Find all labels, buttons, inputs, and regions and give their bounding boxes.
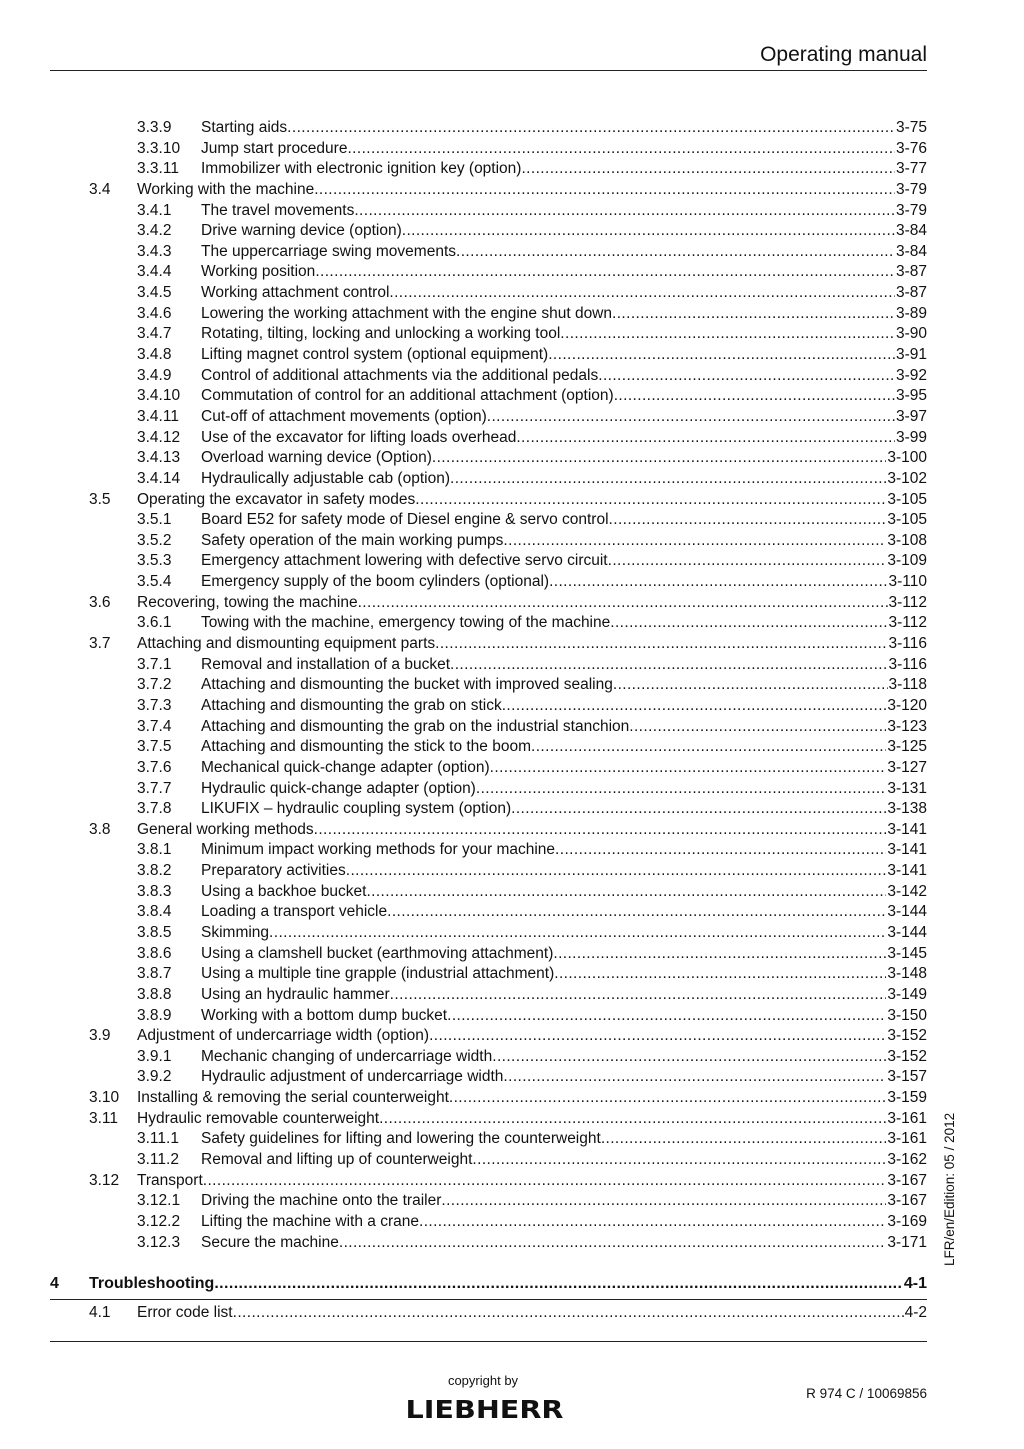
toc-entry-number: 3.5.3 — [137, 552, 172, 570]
toc-entry-number: 3.8.2 — [137, 862, 172, 880]
toc-entry-title: Safety operation of the main working pumps — [201, 531, 504, 549]
toc-entry-number: 3.7.1 — [137, 655, 172, 673]
toc-leader-dots — [476, 779, 886, 800]
toc-entry-page: 3-161 — [887, 1109, 927, 1127]
toc-row[interactable] — [50, 593, 927, 614]
toc-leader-dots — [233, 1303, 904, 1324]
toc-entry-title: Driving the machine onto the trailer — [201, 1192, 442, 1210]
toc-entry-title: Loading a transport vehicle — [201, 903, 388, 921]
toc-entry-page: 3-79 — [895, 201, 927, 219]
toc-leader-dots — [490, 758, 887, 779]
toc-entry-title: Control of additional attachments via the additional pedals — [201, 366, 599, 384]
toc-leader-dots — [450, 655, 887, 676]
toc-entry-number: 3.4.4 — [137, 263, 172, 281]
toc-leader-dots — [456, 242, 895, 263]
toc-row[interactable] — [50, 1191, 927, 1212]
toc-chapter-sub — [50, 1303, 927, 1324]
toc-entry-page: 3-99 — [895, 428, 927, 446]
toc-entry-number: 3.11.1 — [137, 1130, 179, 1148]
toc-row[interactable] — [50, 283, 927, 304]
toc-entry-number: 3.5.4 — [137, 573, 172, 591]
toc-row[interactable] — [50, 882, 927, 903]
toc-entry-page: 3-95 — [895, 387, 927, 405]
toc-row[interactable] — [50, 820, 927, 841]
toc-entry-page: 3-112 — [888, 614, 927, 632]
toc-entry-number: 3.4.2 — [137, 222, 172, 240]
toc-leader-dots — [387, 902, 886, 923]
toc-entry-title: Attaching and dismounting the bucket with improved sealing — [201, 676, 613, 694]
toc-leader-dots — [419, 1212, 886, 1233]
toc-entry-number: 3.7.6 — [137, 758, 172, 776]
toc-entry-page: 3-142 — [887, 882, 927, 900]
toc-entry-title: Towing with the machine, emergency towing of the machine — [201, 614, 611, 632]
toc-row[interactable] — [50, 366, 927, 387]
toc-row[interactable] — [50, 572, 927, 593]
toc-entry-title: Removal and installation of a bucket — [201, 655, 451, 673]
toc-entry-number: 3.12.2 — [137, 1212, 181, 1230]
toc-entry-page: 3-138 — [887, 800, 927, 818]
toc-entry-title: General working methods — [137, 820, 314, 838]
toc-entry-title: Safety guidelines for lifting and lowering the counterweight — [201, 1130, 601, 1148]
toc-row[interactable] — [50, 655, 927, 676]
toc-row[interactable] — [50, 201, 927, 222]
toc-leader-dots — [429, 1026, 886, 1047]
toc-entry-number: 3.7.5 — [137, 738, 172, 756]
toc-entry-number: 3.8.4 — [137, 903, 172, 921]
toc-entry-title: Attaching and dismounting the grab on the industrial stanchion — [201, 717, 630, 735]
toc-entry-number: 3.4.3 — [137, 242, 172, 260]
toc-leader-dots — [548, 345, 895, 366]
toc-entry-title: Jump start procedure — [201, 139, 348, 157]
toc-leader-dots — [346, 861, 887, 882]
edition-side-text: LFR/en/Edition: 05 / 2012 — [942, 1112, 957, 1266]
toc-entry-page: 3-162 — [887, 1151, 927, 1169]
toc-leader-dots — [415, 490, 886, 511]
toc-row[interactable] — [50, 428, 927, 449]
toc-row[interactable] — [50, 1171, 927, 1192]
toc-row[interactable] — [50, 531, 927, 552]
toc-entry-title: Mechanical quick-change adapter (option) — [201, 758, 490, 776]
toc-row[interactable] — [50, 799, 927, 820]
toc-leader-dots — [441, 1191, 886, 1212]
toc-row[interactable] — [50, 1006, 927, 1027]
toc-leader-dots — [347, 139, 895, 160]
toc-row[interactable] — [50, 696, 927, 717]
toc-entry-title: The travel movements — [201, 201, 355, 219]
toc-entry-page: 3-152 — [887, 1027, 927, 1045]
toc-entry-number: 3.8.6 — [137, 944, 172, 962]
toc-leader-dots — [614, 386, 895, 407]
toc-entry-page: 3-116 — [888, 655, 927, 673]
toc-entry-page: 3-105 — [887, 490, 927, 508]
toc-entry-number: 3.3.11 — [137, 160, 179, 178]
toc-entry-number: 3.6.1 — [137, 614, 172, 632]
toc-entry-title: Mechanic changing of undercarriage width — [201, 1047, 493, 1065]
toc-row[interactable] — [50, 262, 927, 283]
toc-entry-number: 3.5 — [89, 490, 111, 508]
toc-row[interactable] — [50, 840, 927, 861]
toc-entry-page: 3-92 — [895, 366, 927, 384]
toc-entry-page: 3-102 — [887, 469, 927, 487]
toc-leader-dots — [492, 1047, 886, 1068]
toc-row[interactable] — [50, 304, 927, 325]
toc-entry-title: Secure the machine — [201, 1233, 339, 1251]
toc-leader-dots — [610, 613, 887, 634]
toc-entry-page: 3-125 — [887, 738, 927, 756]
toc-row[interactable] — [50, 985, 927, 1006]
toc-row[interactable] — [50, 1026, 927, 1047]
toc-leader-dots — [402, 221, 895, 242]
toc-entry-number: 3.8.5 — [137, 923, 172, 941]
toc-entry-title: Minimum impact working methods for your machine — [201, 841, 556, 859]
toc-entry-page: 3-149 — [887, 985, 927, 1003]
toc-chapter-title: Troubleshooting — [89, 1275, 215, 1292]
toc-leader-dots — [447, 1006, 886, 1027]
toc-entry-title: Working position — [201, 263, 316, 281]
toc-entry-page: 3-76 — [895, 139, 927, 157]
toc-entry-number: 3.10 — [89, 1089, 120, 1107]
toc-entry-title: Preparatory activities — [201, 862, 346, 880]
toc-row[interactable] — [50, 613, 927, 634]
toc-entry-page: 3-75 — [895, 119, 927, 136]
toc-row[interactable] — [50, 407, 927, 428]
toc-entry-title: Commutation of control for an additional attachment (option) — [201, 387, 614, 405]
toc-entry-page: 3-105 — [887, 511, 927, 529]
toc-row[interactable] — [50, 634, 927, 655]
toc-entry-title: Adjustment of undercarriage width (option) — [137, 1027, 430, 1045]
toc-entry-title: Starting aids — [201, 119, 288, 136]
toc-row[interactable] — [50, 386, 927, 407]
toc-entry-title: Emergency attachment lowering with defective servo circuit — [201, 552, 608, 570]
toc-entry-title: Using an hydraulic hammer — [201, 985, 390, 1003]
toc-row[interactable] — [50, 1109, 927, 1130]
toc-entry-number: 3.8.8 — [137, 985, 172, 1003]
toc-entry-title: Attaching and dismounting the grab on stick — [201, 696, 502, 714]
toc-leader-dots — [554, 964, 886, 985]
toc-leader-dots — [502, 696, 887, 717]
toc-entry-title: Board E52 for safety mode of Diesel engine & servo control — [201, 511, 609, 529]
toc-entry-title: Removal and lifting up of counterweight — [201, 1151, 473, 1169]
toc-entry-page: 3-90 — [895, 325, 927, 343]
toc-entry-number: 3.3.10 — [137, 139, 181, 157]
toc-entry-title: Skimming — [201, 923, 270, 941]
toc-leader-dots — [203, 1171, 887, 1192]
toc-entry-number: 3.8.9 — [137, 1006, 172, 1024]
toc-chapter-row[interactable] — [50, 1273, 927, 1295]
toc-entry-number: 3.7.2 — [137, 676, 172, 694]
toc-entry-page: 3-84 — [895, 222, 927, 240]
toc-leader-dots — [366, 882, 886, 903]
toc-entry-number: 3.4.14 — [137, 469, 181, 487]
footer-rule — [50, 1341, 927, 1342]
toc-row[interactable] — [50, 964, 927, 985]
toc-leader-dots — [390, 985, 887, 1006]
liebherr-logo-wordmark: LIEBHERR — [405, 1396, 564, 1422]
toc-leader-dots — [549, 572, 887, 593]
toc-leader-dots — [314, 820, 887, 841]
toc-entry-page: 3-110 — [888, 573, 927, 591]
toc-row[interactable] — [50, 510, 927, 531]
toc-row[interactable] — [50, 448, 927, 469]
toc-row[interactable] — [50, 180, 927, 201]
toc-row[interactable] — [50, 737, 927, 758]
toc-entry-title: Attaching and dismounting equipment parts — [137, 635, 436, 653]
toc-leader-dots — [629, 717, 886, 738]
toc-entry-number: 3.7.7 — [137, 779, 172, 797]
toc-entry-number: 3.4.10 — [137, 387, 181, 405]
toc-leader-dots — [503, 531, 886, 552]
toc-entry-number: 3.4.5 — [137, 284, 172, 302]
table-of-contents — [50, 118, 927, 1253]
toc-entry-title: Lifting magnet control system (optional equipment) — [201, 346, 549, 364]
toc-leader-dots — [314, 180, 895, 201]
toc-entry-number: 3.8.7 — [137, 965, 172, 983]
toc-row[interactable] — [50, 1067, 927, 1088]
toc-leader-dots — [521, 159, 895, 180]
toc-leader-dots — [389, 283, 895, 304]
toc-row[interactable] — [50, 1233, 927, 1254]
toc-row[interactable] — [50, 221, 927, 242]
toc-entry-page: 3-84 — [895, 242, 927, 260]
toc-row[interactable] — [50, 242, 927, 263]
toc-entry-title: Lifting the machine with a crane — [201, 1212, 419, 1230]
toc-row[interactable] — [50, 1150, 927, 1171]
toc-leader-dots — [432, 448, 886, 469]
toc-leader-dots — [612, 304, 895, 325]
toc-entry-title: Working with a bottom dump bucket — [201, 1006, 448, 1024]
toc-chapter-number: 4 — [50, 1275, 59, 1292]
toc-entry-page: 3-127 — [887, 758, 927, 776]
toc-leader-dots — [555, 840, 886, 861]
toc-entry-page: 3-167 — [887, 1171, 927, 1189]
copyright-text: copyright by — [447, 1373, 519, 1388]
toc-entry-title: Recovering, towing the machine — [137, 593, 358, 611]
toc-entry-page: 3-141 — [887, 862, 927, 880]
toc-entry-number: 3.4.6 — [137, 304, 172, 322]
toc-entry-page: 3-123 — [887, 717, 927, 735]
toc-entry-title: Hydraulic adjustment of undercarriage width — [201, 1068, 504, 1086]
toc-leader-dots — [472, 1150, 886, 1171]
toc-entry-page: 3-157 — [887, 1068, 927, 1086]
page-header-title: Operating manual — [760, 43, 927, 66]
toc-entry-number: 3.4.8 — [137, 346, 172, 364]
toc-entry-page: 3-112 — [888, 593, 927, 611]
toc-entry-page: 3-144 — [887, 903, 927, 921]
toc-leader-dots — [487, 407, 895, 428]
toc-entry-page: 3-89 — [895, 304, 927, 322]
toc-entry-title: Immobilizer with electronic ignition key (option) — [201, 160, 522, 178]
toc-entry-number: 3.3.9 — [137, 119, 172, 136]
toc-entry-number: 3.8.1 — [137, 841, 172, 859]
toc-row[interactable] — [50, 139, 927, 160]
toc-row[interactable] — [50, 779, 927, 800]
toc-entry-number: 3.8 — [89, 820, 111, 838]
toc-leader-dots — [214, 1273, 903, 1295]
toc-entry-title: Working attachment control — [201, 284, 390, 302]
toc-entry-number: 3.8.3 — [137, 882, 172, 900]
toc-entry-title: Using a clamshell bucket (earthmoving attachment) — [201, 944, 554, 962]
toc-leader-dots — [435, 634, 887, 655]
toc-entry-number: 3.7.8 — [137, 800, 172, 818]
toc-leader-dots — [613, 675, 888, 696]
toc-entry-title: Using a multiple tine grapple (industrial attachment) — [201, 965, 555, 983]
toc-entry-number: 4.1 — [89, 1304, 111, 1321]
toc-row[interactable] — [50, 1047, 927, 1068]
toc-entry-page: 3-144 — [887, 923, 927, 941]
toc-entry-page: 3-131 — [887, 779, 927, 797]
toc-entry-title: Use of the excavator for lifting loads overhead — [201, 428, 517, 446]
toc-entry-page: 3-152 — [887, 1047, 927, 1065]
toc-entry-number: 3.4.1 — [137, 201, 172, 219]
toc-row[interactable] — [50, 1129, 927, 1150]
toc-entry-page: 3-141 — [887, 820, 927, 838]
toc-entry-page: 3-109 — [887, 552, 927, 570]
toc-entry-title: Using a backhoe bucket — [201, 882, 367, 900]
toc-entry-number: 3.9 — [89, 1027, 111, 1045]
toc-entry-page: 3-150 — [887, 1006, 927, 1024]
toc-entry-page: 3-91 — [895, 346, 927, 364]
toc-chapter-page: 4-1 — [903, 1275, 927, 1292]
toc-row[interactable] — [50, 159, 927, 180]
toc-entry-page: 3-118 — [888, 676, 927, 694]
toc-leader-dots — [315, 262, 895, 283]
toc-entry-number: 3.5.2 — [137, 531, 172, 549]
toc-entry-number: 3.4.9 — [137, 366, 172, 384]
toc-leader-dots — [269, 923, 886, 944]
liebherr-logo — [404, 1396, 565, 1422]
header-rule — [50, 70, 927, 71]
toc-entry-page: 3-171 — [887, 1233, 927, 1251]
toc-entry-page: 3-87 — [895, 263, 927, 281]
toc-entry-number: 3.7.4 — [137, 717, 172, 735]
toc-entry-number: 3.9.1 — [137, 1047, 172, 1065]
toc-row[interactable] — [50, 717, 927, 738]
toc-entry-page: 3-79 — [895, 180, 927, 198]
toc-entry-title: Installing & removing the serial counterweight — [137, 1089, 449, 1107]
toc-entry-page: 3-159 — [887, 1089, 927, 1107]
toc-entry-title: Hydraulic quick-change adapter (option) — [201, 779, 476, 797]
toc-leader-dots — [560, 324, 895, 345]
toc-leader-dots — [598, 366, 895, 387]
toc-entry-number: 3.6 — [89, 593, 111, 611]
toc-entry-title: Lowering the working attachment with the engine shut down — [201, 304, 612, 322]
toc-leader-dots — [553, 944, 886, 965]
toc-row[interactable] — [50, 675, 927, 696]
toc-entry-title: Drive warning device (option) — [201, 222, 402, 240]
toc-entry-title: Operating the excavator in safety modes — [137, 490, 416, 508]
toc-entry-title: Hydraulically adjustable cab (option) — [201, 469, 450, 487]
toc-entry-number: 3.12.3 — [137, 1233, 181, 1251]
toc-entry-page: 3-97 — [895, 407, 927, 425]
toc-leader-dots — [601, 1129, 887, 1150]
toc-leader-dots — [609, 510, 887, 531]
toc-entry-number: 3.12 — [89, 1171, 120, 1189]
toc-entry-page: 3-100 — [887, 449, 927, 467]
toc-entry-page: 3-141 — [887, 841, 927, 859]
toc-entry-number: 3.4.7 — [137, 325, 172, 343]
toc-entry-title: Hydraulic removable counterweight — [137, 1109, 380, 1127]
document-id: R 974 C / 10069856 — [806, 1386, 927, 1401]
toc-row[interactable] — [50, 923, 927, 944]
toc-entry-title: LIKUFIX – hydraulic coupling system (option) — [201, 800, 512, 818]
toc-leader-dots — [516, 428, 895, 449]
toc-leader-dots — [354, 201, 895, 222]
toc-entry-title: Rotating, tilting, locking and unlocking a working tool — [201, 325, 561, 343]
toc-leader-dots — [608, 551, 887, 572]
toc-row[interactable] — [50, 118, 927, 139]
toc-entry-page: 3-108 — [887, 531, 927, 549]
toc-leader-dots — [450, 469, 886, 490]
toc-entry-page: 3-87 — [895, 284, 927, 302]
toc-entry-number: 3.11.2 — [137, 1151, 179, 1169]
toc-leader-dots — [287, 118, 895, 139]
toc-row[interactable] — [50, 758, 927, 779]
toc-entry-number: 3.4 — [89, 180, 111, 198]
toc-row[interactable] — [50, 944, 927, 965]
toc-entry-number: 3.9.2 — [137, 1068, 172, 1086]
toc-entry-title: The uppercarriage swing movements — [201, 242, 457, 260]
toc-row[interactable] — [50, 490, 927, 511]
toc-entry-title: Emergency supply of the boom cylinders (optional) — [201, 573, 550, 591]
toc-entry-page: 3-116 — [888, 635, 927, 653]
toc-entry-title: Overload warning device (Option) — [201, 449, 432, 467]
toc-entry-title: Error code list — [137, 1304, 233, 1321]
toc-entry-number: 3.7.3 — [137, 696, 172, 714]
toc-entry-page: 3-120 — [887, 696, 927, 714]
toc-entry-number: 3.7 — [89, 635, 111, 653]
toc-entry-page: 3-77 — [895, 160, 927, 178]
toc-row[interactable] — [50, 469, 927, 490]
toc-entry-page: 3-145 — [887, 944, 927, 962]
toc-row[interactable] — [50, 861, 927, 882]
toc-entry-title: Cut-off of attachment movements (option) — [201, 407, 487, 425]
toc-row[interactable] — [50, 345, 927, 366]
toc-entry-page: 3-167 — [887, 1192, 927, 1210]
toc-entry-page: 3-169 — [887, 1212, 927, 1230]
toc-entry-page: 3-148 — [887, 965, 927, 983]
toc-row[interactable] — [50, 1303, 927, 1324]
toc-row[interactable] — [50, 551, 927, 572]
toc-leader-dots — [449, 1088, 886, 1109]
toc-entry-number: 3.4.11 — [137, 407, 179, 425]
toc-entry-number: 3.11 — [89, 1109, 119, 1127]
toc-entry-number: 3.5.1 — [137, 511, 172, 529]
toc-leader-dots — [503, 1067, 886, 1088]
toc-entry-title: Working with the machine — [137, 180, 315, 198]
toc-entry-number: 3.12.1 — [137, 1192, 181, 1210]
toc-leader-dots — [339, 1233, 886, 1254]
chapter-rule — [50, 1299, 927, 1300]
toc-entry-page: 3-161 — [887, 1130, 927, 1148]
toc-entry-number: 3.4.13 — [137, 449, 181, 467]
toc-entry-number: 3.4.12 — [137, 428, 181, 446]
toc-leader-dots — [531, 737, 886, 758]
toc-leader-dots — [379, 1109, 886, 1130]
toc-entry-title: Attaching and dismounting the stick to the boom — [201, 738, 532, 756]
toc-entry-title: Transport — [137, 1171, 203, 1189]
toc-row[interactable] — [50, 1212, 927, 1233]
toc-leader-dots — [358, 593, 888, 614]
toc-row[interactable] — [50, 324, 927, 345]
toc-leader-dots — [511, 799, 886, 820]
toc-entry-page: 4-2 — [904, 1304, 927, 1321]
toc-row[interactable] — [50, 902, 927, 923]
toc-row[interactable] — [50, 1088, 927, 1109]
